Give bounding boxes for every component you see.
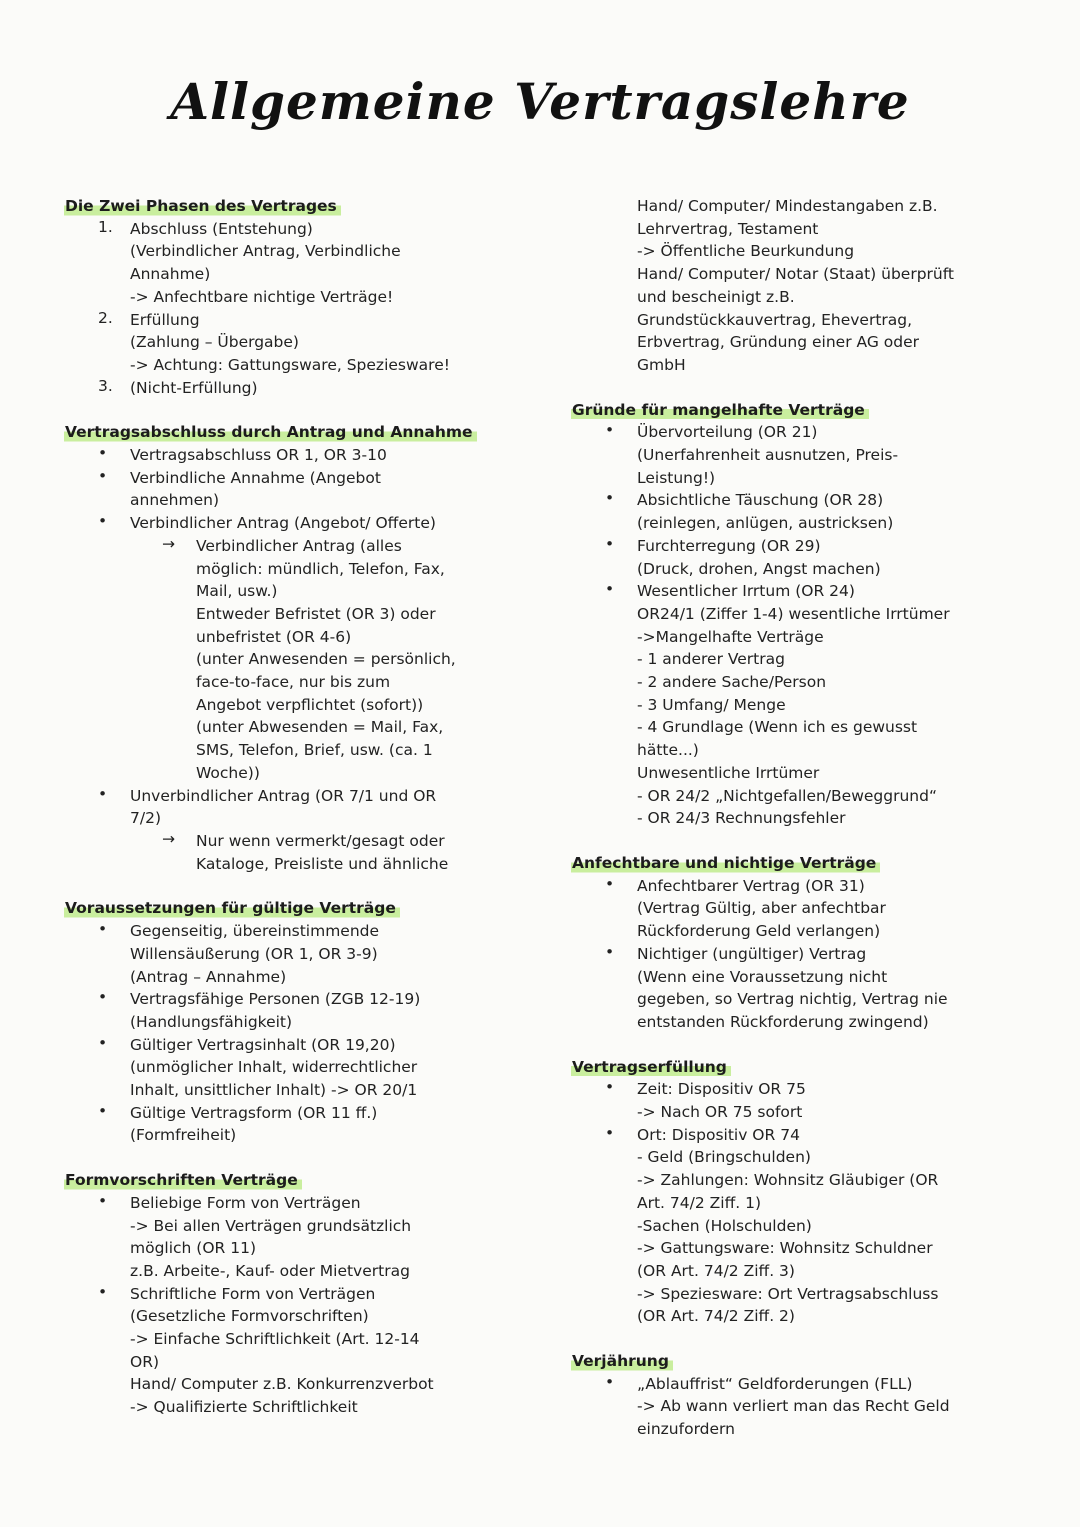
bullet-marker: • [98, 1191, 108, 1210]
text-line: OR) [130, 1352, 160, 1371]
text-line: (Vertrag Gültig, aber anfechtbar [637, 899, 886, 918]
page-title: Allgemeine Vertragslehre [170, 72, 910, 131]
text-line: Vertragsfähige Personen (ZGB 12-19) [130, 990, 421, 1009]
list-item [571, 421, 1041, 489]
text-line: Leistung!) [637, 468, 716, 487]
section-heading: Anfechtbare und nichtige Verträge [571, 852, 880, 875]
bullet-marker: • [605, 942, 615, 961]
arrow-icon: → [162, 829, 175, 848]
text-line: - 1 anderer Vertrag [637, 650, 785, 669]
text-line: face-to-face, nur bis zum [196, 673, 391, 692]
list-item [64, 377, 534, 400]
bullet-marker: • [605, 1123, 615, 1142]
text-line: Verbindlicher Antrag (alles [196, 536, 402, 555]
text-line: -> Bei allen Verträgen grundsätzlich [130, 1216, 412, 1235]
text-line: Gültiger Vertragsinhalt (OR 19,20) [130, 1035, 396, 1054]
text-line: (Unerfahrenheit ausnutzen, Preis- [637, 446, 899, 465]
text-line: gegeben, so Vertrag nichtig, Vertrag nie [637, 990, 948, 1009]
text-line: - 3 Umfang/ Menge [637, 695, 786, 714]
list-item [571, 580, 1041, 830]
right-column [571, 195, 1041, 1463]
section-heading-row [571, 1056, 1041, 1079]
bullet-marker: • [605, 1078, 615, 1097]
list-item [571, 943, 1041, 1034]
bullet-marker: • [98, 1101, 108, 1120]
list-item [64, 467, 534, 512]
section-heading-row [64, 195, 534, 218]
bullet-marker: • [98, 1282, 108, 1301]
text-line: (OR Art. 74/2 Ziff. 3) [637, 1261, 795, 1280]
text-line: Schriftliche Form von Verträgen [130, 1284, 376, 1303]
bullet-marker: • [98, 784, 108, 803]
text-line: Verbindlicher Antrag (Angebot/ Offerte) [130, 514, 436, 533]
text-line: Inhalt, unsittlicher Inhalt) -> OR 20/1 [130, 1081, 418, 1100]
text-line: ->Mangelhafte Verträge [637, 627, 824, 646]
text-line: - OR 24/2 „Nichtgefallen/Beweggrund“ [637, 786, 937, 805]
bullet-marker: • [98, 444, 108, 463]
bullet-marker: • [605, 1372, 615, 1391]
list-item [64, 1283, 534, 1419]
text-line: Entweder Befristet (OR 3) oder [196, 604, 436, 623]
arrow-icon: → [162, 534, 175, 553]
text-line: Anfechtbarer Vertrag (OR 31) [637, 876, 865, 895]
text-line: 7/2) [130, 809, 161, 828]
text-line: (Zahlung – Übergabe) [130, 333, 299, 352]
bullet-marker: • [605, 580, 615, 599]
text-line: - OR 24/3 Rechnungsfehler [637, 809, 846, 828]
text-line: Hand/ Computer/ Notar (Staat) überprüft [637, 265, 955, 284]
list-item [64, 444, 534, 467]
text-line: -> Zahlungen: Wohnsitz Gläubiger (OR [637, 1171, 939, 1190]
text-line: Unverbindlicher Antrag (OR 7/1 und OR [130, 786, 437, 805]
section [571, 195, 1041, 377]
text-line: (unter Anwesenden = persönlich, [196, 650, 456, 669]
section [571, 852, 1041, 1034]
section-heading: Vertragserfüllung [571, 1056, 731, 1079]
text-line: und bescheinigt z.B. [637, 287, 795, 306]
sub-list-item [64, 830, 534, 875]
text-line: -> Öffentliche Beurkundung [637, 242, 855, 261]
bullet-marker: • [605, 489, 615, 508]
list-item [64, 1192, 534, 1283]
section-heading: Voraussetzungen für gültige Verträge [64, 897, 400, 920]
text-line: Hand/ Computer z.B. Konkurrenzverbot [130, 1375, 434, 1394]
text-line: SMS, Telefon, Brief, usw. (ca. 1 [196, 741, 433, 760]
text-line: (Antrag – Annahme) [130, 967, 287, 986]
text-line: (OR Art. 74/2 Ziff. 2) [637, 1307, 795, 1326]
list-item [64, 1034, 534, 1102]
text-line: Gültige Vertragsform (OR 11 ff.) [130, 1103, 378, 1122]
number-marker: 1. [98, 217, 113, 236]
list-item [571, 1373, 1041, 1441]
text-line: unbefristet (OR 4-6) [196, 627, 352, 646]
left-column [64, 195, 534, 1441]
text-line: Lehrvertrag, Testament [637, 219, 819, 238]
text-line: (Druck, drohen, Angst machen) [637, 559, 881, 578]
text-line: Erfüllung [130, 310, 200, 329]
text-line: einzufordern [637, 1420, 735, 1439]
section [571, 399, 1041, 830]
text-line: -> Qualifizierte Schriftlichkeit [130, 1398, 358, 1417]
bullet-marker: • [98, 466, 108, 485]
text-line: (Nicht-Erfüllung) [130, 378, 258, 397]
text-line: -> Anfechtbare nichtige Verträge! [130, 287, 394, 306]
text-line: Ort: Dispositiv OR 74 [637, 1125, 800, 1144]
text-line: -> Gattungsware: Wohnsitz Schuldner [637, 1239, 933, 1258]
text-line: annehmen) [130, 491, 220, 510]
list-item [571, 1078, 1041, 1123]
text-line: Vertragsabschluss OR 1, OR 3-10 [130, 446, 387, 465]
section [571, 1350, 1041, 1441]
section [64, 421, 534, 875]
text-line: Rückforderung Geld verlangen) [637, 922, 881, 941]
text-line: z.B. Arbeite-, Kauf- oder Mietvertrag [130, 1261, 410, 1280]
text-line: Absichtliche Täuschung (OR 28) [637, 491, 884, 510]
text-line: Wesentlicher Irrtum (OR 24) [637, 582, 855, 601]
number-marker: 2. [98, 308, 113, 327]
section-heading: Die Zwei Phasen des Vertrages [64, 195, 341, 218]
section-heading-row [64, 897, 534, 920]
text-line: Willensäußerung (OR 1, OR 3-9) [130, 944, 378, 963]
text-line: OR24/1 (Ziffer 1-4) wesentliche Irrtümer [637, 604, 950, 623]
text-line: -> Einfache Schriftlichkeit (Art. 12-14 [130, 1330, 420, 1349]
text-line: (Wenn eine Voraussetzung nicht [637, 967, 888, 986]
section-heading: Verjährung [571, 1350, 673, 1373]
text-line: -> Achtung: Gattungsware, Speziesware! [130, 355, 450, 374]
section [64, 1169, 534, 1419]
text-line: (unter Abwesenden = Mail, Fax, [196, 718, 444, 737]
section-heading-row [64, 1169, 534, 1192]
list-item [64, 309, 534, 377]
section-heading: Gründe für mangelhafte Verträge [571, 399, 869, 422]
text-line: (Handlungsfähigkeit) [130, 1012, 293, 1031]
text-line: Woche)) [196, 763, 260, 782]
text-line: entstanden Rückforderung zwingend) [637, 1012, 929, 1031]
bullet-marker: • [98, 920, 108, 939]
section [64, 195, 534, 399]
section-heading-row [571, 1350, 1041, 1373]
sub-list-item [64, 535, 534, 785]
text-line: -> Ab wann verliert man das Recht Geld [637, 1397, 950, 1416]
text-line: „Ablauffrist“ Geldforderungen (FLL) [637, 1374, 913, 1393]
text-line: (Verbindlicher Antrag, Verbindliche [130, 242, 401, 261]
list-item [64, 988, 534, 1033]
list-item [64, 512, 534, 784]
text-line: (reinlegen, anlügen, austricksen) [637, 514, 894, 533]
text-line: Beliebige Form von Verträgen [130, 1193, 361, 1212]
text-line: GmbH [637, 355, 686, 374]
text-line: - Geld (Bringschulden) [637, 1148, 811, 1167]
text-line: (unmöglicher Inhalt, widerrechtlicher [130, 1058, 418, 1077]
text-line: Furchterregung (OR 29) [637, 536, 821, 555]
list-item [64, 785, 534, 876]
text-line: Abschluss (Entstehung) [130, 219, 313, 238]
number-marker: 3. [98, 376, 113, 395]
text-line: -Sachen (Holschulden) [637, 1216, 812, 1235]
text-line: möglich (OR 11) [130, 1239, 257, 1258]
section [64, 897, 534, 1147]
bullet-marker: • [98, 1033, 108, 1052]
text-line: -> Speziesware: Ort Vertragsabschluss [637, 1284, 939, 1303]
text-line: Grundstückkauvertrag, Ehevertrag, [637, 310, 913, 329]
section-heading-row [64, 421, 534, 444]
list-item [571, 489, 1041, 534]
text-line: Erbvertrag, Gründung einer AG oder [637, 333, 920, 352]
bullet-marker: • [605, 534, 615, 553]
text-line: (Gesetzliche Formvorschriften) [130, 1307, 369, 1326]
section-heading-row [571, 852, 1041, 875]
text-line: Nichtiger (ungültiger) Vertrag [637, 944, 867, 963]
list-item [64, 1102, 534, 1147]
bullet-marker: • [98, 988, 108, 1007]
text-line: Hand/ Computer/ Mindestangaben z.B. [637, 197, 938, 215]
text-line: - 2 andere Sache/Person [637, 673, 827, 692]
list-item [64, 920, 534, 988]
list-item [571, 1124, 1041, 1328]
bullet-marker: • [98, 512, 108, 531]
text-line: Zeit: Dispositiv OR 75 [637, 1080, 806, 1099]
text-line: hätte...) [637, 741, 699, 760]
text-line: Mail, usw.) [196, 582, 278, 601]
text-line: -> Nach OR 75 sofort [637, 1103, 803, 1122]
text-line: - 4 Grundlage (Wenn ich es gewusst [637, 718, 918, 737]
text-line: Annahme) [130, 265, 211, 284]
text-line: Art. 74/2 Ziff. 1) [637, 1193, 762, 1212]
text-line: Unwesentliche Irrtümer [637, 763, 820, 782]
text-line: Verbindliche Annahme (Angebot [130, 468, 381, 487]
section [571, 1056, 1041, 1328]
list-item [571, 535, 1041, 580]
text-line: Kataloge, Preisliste und ähnliche [196, 854, 449, 873]
list-item [64, 218, 534, 309]
text-line: (Formfreiheit) [130, 1126, 237, 1145]
section-heading: Formvorschriften Verträge [64, 1169, 302, 1192]
text-line: Gegenseitig, übereinstimmende [130, 922, 380, 941]
text-line: Angebot verpflichtet (sofort)) [196, 695, 424, 714]
bullet-marker: • [605, 874, 615, 893]
text-line: Nur wenn vermerkt/gesagt oder [196, 831, 445, 850]
section-heading-row [571, 399, 1041, 422]
text-line: möglich: mündlich, Telefon, Fax, [196, 559, 445, 578]
section-heading: Vertragsabschluss durch Antrag und Annahme [64, 421, 477, 444]
list-item [571, 875, 1041, 943]
bullet-marker: • [605, 421, 615, 440]
text-line: Übervorteilung (OR 21) [637, 423, 818, 442]
